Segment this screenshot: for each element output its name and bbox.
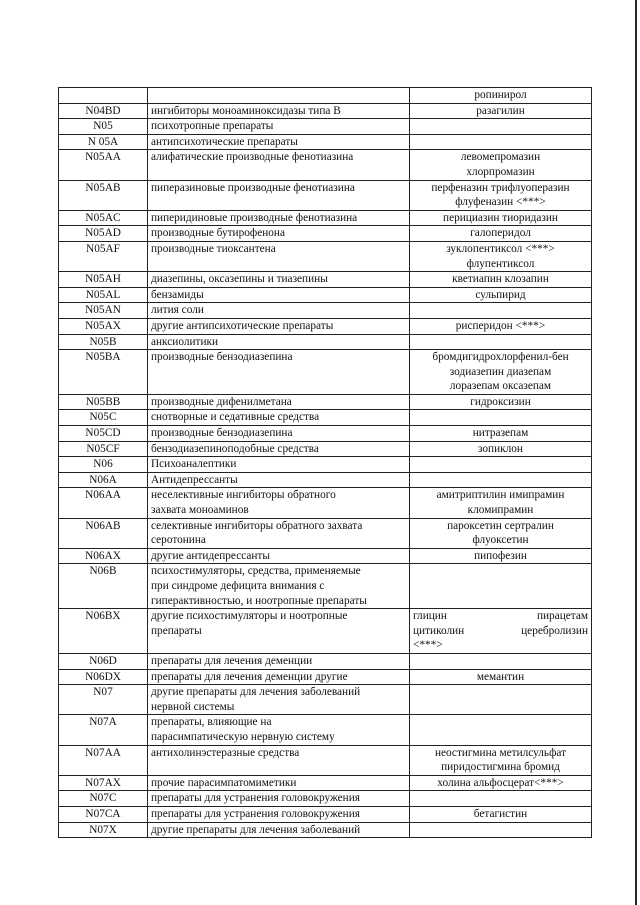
drug-name-line: хлорпромазин xyxy=(466,165,535,178)
atc-code-cell: N05 xyxy=(59,119,148,135)
group-text-line: захвата моноаминов xyxy=(151,504,249,517)
drug-name-line: левомепромазин xyxy=(460,151,541,164)
atc-code-cell: N07A xyxy=(59,715,148,745)
table-row xyxy=(59,669,592,685)
group-text-line: нервной системы xyxy=(151,700,235,713)
drug-names-cell xyxy=(410,472,592,488)
drug-name-line: рисперидон <***> xyxy=(455,319,546,332)
drug-names-cell xyxy=(410,103,592,119)
pharmacological-group-cell xyxy=(148,180,410,210)
drug-names-cell xyxy=(410,441,592,457)
drug-names-cell xyxy=(410,226,592,242)
atc-code-cell: N05AF xyxy=(59,241,148,271)
drug-names-cell xyxy=(410,806,592,822)
pharmacological-group-cell xyxy=(148,775,410,791)
atc-code-cell: N06 xyxy=(59,457,148,473)
pharmacological-group-cell xyxy=(148,150,410,180)
pharmacological-group-cell xyxy=(148,441,410,457)
drug-name-line: пиридостигмина бромид xyxy=(441,761,560,774)
drug-name-line: сульпирид xyxy=(475,288,526,301)
table-row xyxy=(59,609,592,654)
drug-names-cell xyxy=(410,488,592,518)
drug-names-cell xyxy=(410,791,592,807)
group-text-line: диазепины, оксазепины и тиазепины xyxy=(151,273,328,286)
group-text-line: алифатические производные фенотиазина xyxy=(151,151,354,164)
drug-name-line: зуклопентиксол <***> xyxy=(446,242,555,255)
group-text-line: препараты для устранения головокружения xyxy=(151,807,360,820)
atc-code-cell: N06B xyxy=(59,564,148,609)
pharmacological-group-cell xyxy=(148,653,410,669)
pharmacological-group-cell xyxy=(148,287,410,303)
group-text-line: препараты xyxy=(151,624,202,637)
drug-name-line: кветиапин клозапин xyxy=(452,273,549,286)
pharmacological-group-cell xyxy=(148,518,410,548)
atc-code-cell: N06BX xyxy=(59,609,148,654)
drug-name-line: зодиазепин диазепам xyxy=(449,365,552,378)
pharmacological-group-cell xyxy=(148,334,410,350)
pharmacological-group-cell xyxy=(148,272,410,288)
group-text-line: неселективные ингибиторы обратного xyxy=(151,489,336,502)
table-row xyxy=(59,548,592,564)
atc-code-cell: N07AA xyxy=(59,745,148,775)
table-row xyxy=(59,685,592,715)
drug-names-cell xyxy=(410,318,592,334)
table-row xyxy=(59,472,592,488)
table-row xyxy=(59,775,592,791)
drug-name-line: бетагистин xyxy=(473,807,528,820)
atc-code-cell: N05CD xyxy=(59,426,148,442)
atc-code-cell: N07AX xyxy=(59,775,148,791)
table-row xyxy=(59,88,592,104)
group-text-line: бензодиазепиноподобные средства xyxy=(151,442,319,455)
drug-names-cell xyxy=(410,822,592,838)
table-row xyxy=(59,410,592,426)
table-row xyxy=(59,287,592,303)
pharmacological-group-cell xyxy=(148,410,410,426)
group-text-line: психотропные препараты xyxy=(151,120,274,133)
pharmacological-group-cell xyxy=(148,210,410,226)
drug-names-cell xyxy=(410,303,592,319)
group-text-line: снотворные и седативные средства xyxy=(151,411,320,424)
group-text-line: производные бензодиазепина xyxy=(151,351,293,364)
table-row xyxy=(59,241,592,271)
group-text-line: производные бензодиазепина xyxy=(151,427,293,440)
drug-name-line: лоразепам оксазепам xyxy=(449,380,552,393)
group-text-line: бензамиды xyxy=(151,288,204,301)
drug-name-line: перфеназин трифлуоперазин xyxy=(431,181,570,194)
group-text-line: другие препараты для лечения заболеваний xyxy=(151,823,361,836)
table-row xyxy=(59,272,592,288)
atc-code-cell: N06AX xyxy=(59,548,148,564)
drug-name-line: мемантин xyxy=(476,670,525,683)
pharmacological-group-cell xyxy=(148,669,410,685)
atc-code-cell: N04BD xyxy=(59,103,148,119)
drug-names-cell xyxy=(410,150,592,180)
group-text-line: лития соли xyxy=(151,304,204,317)
drug-names-cell xyxy=(410,287,592,303)
drug-names-cell xyxy=(410,564,592,609)
atc-code-cell: N 05A xyxy=(59,134,148,150)
pharmacological-group-cell xyxy=(148,103,410,119)
group-text-line: антихолинэстеразные средства xyxy=(151,746,300,759)
drug-name-line: гидроксизин xyxy=(470,395,531,408)
pharmacological-group-cell xyxy=(148,226,410,242)
group-text-line: препараты, влияющие на xyxy=(151,716,272,729)
drug-names-cell xyxy=(410,410,592,426)
pharmacological-group-cell xyxy=(148,609,410,654)
drug-name-line: амитриптилин имипрамин xyxy=(436,489,565,502)
drug-name-line: <***> xyxy=(413,639,443,652)
pharmacological-group-cell xyxy=(148,745,410,775)
group-text-line: другие психостимуляторы и ноотропные xyxy=(151,610,348,623)
drug-name-line: ропинирол xyxy=(474,89,527,101)
atc-code-cell: N05AC xyxy=(59,210,148,226)
pharmacological-group-cell xyxy=(148,715,410,745)
drug-names-cell xyxy=(410,210,592,226)
pharmacological-group-cell xyxy=(148,241,410,271)
table-row xyxy=(59,350,592,395)
group-text-line: другие антидепрессанты xyxy=(151,549,270,562)
drug-name-line: зопиклон xyxy=(478,442,523,455)
pharmacological-group-cell xyxy=(148,88,410,104)
pharmacological-group-cell xyxy=(148,394,410,410)
drug-classification-table xyxy=(58,87,592,838)
group-text-line: гиперактивностью, и ноотропные препараты xyxy=(151,594,367,607)
drug-names-cell xyxy=(410,548,592,564)
drug-name-line: глицин пирацетам xyxy=(413,610,588,623)
group-text-line: пиперазиновые производные фенотиазина xyxy=(151,181,355,194)
table-row xyxy=(59,457,592,473)
drug-names-cell xyxy=(410,457,592,473)
group-text-line: Психоаналептики xyxy=(151,458,237,471)
table-row xyxy=(59,806,592,822)
group-text-line: анксиолитики xyxy=(151,335,219,348)
drug-name-line: флуфеназин <***> xyxy=(455,196,546,209)
atc-code-cell: N07X xyxy=(59,822,148,838)
table-row xyxy=(59,180,592,210)
table-row xyxy=(59,334,592,350)
table-row xyxy=(59,210,592,226)
drug-names-cell xyxy=(410,272,592,288)
drug-name-line: бромдигидрохлорфенил-бен xyxy=(432,351,569,364)
drug-names-cell xyxy=(410,426,592,442)
drug-names-cell xyxy=(410,775,592,791)
table-row xyxy=(59,103,592,119)
drug-names-cell xyxy=(410,685,592,715)
atc-code-cell: N07CA xyxy=(59,806,148,822)
atc-code-cell: N06D xyxy=(59,653,148,669)
drug-names-cell xyxy=(410,334,592,350)
group-text-line: при синдроме дефицита внимания с xyxy=(151,580,325,592)
drug-names-cell xyxy=(410,609,592,654)
drug-names-cell xyxy=(410,394,592,410)
pharmacological-group-cell xyxy=(148,318,410,334)
drug-names-cell xyxy=(410,350,592,395)
group-text-line: производные бутирофенона xyxy=(151,227,285,240)
table-row xyxy=(59,441,592,457)
pharmacological-group-cell xyxy=(148,134,410,150)
table-row xyxy=(59,318,592,334)
drug-names-cell xyxy=(410,180,592,210)
group-text-line: Антидепрессанты xyxy=(151,473,238,486)
atc-code-cell: N05AH xyxy=(59,272,148,288)
group-text-line: серотонина xyxy=(151,534,206,547)
atc-code-cell: N05AN xyxy=(59,303,148,319)
atc-code-cell: N05B xyxy=(59,334,148,350)
group-text-line: производные тиоксантена xyxy=(151,242,276,255)
atc-code-cell: N05BB xyxy=(59,394,148,410)
table-row xyxy=(59,653,592,669)
drug-name-line: пароксетин сертралин xyxy=(447,519,554,532)
group-text-line: пиперидиновые производные фенотиазина xyxy=(151,211,358,224)
atc-code-cell: N05AB xyxy=(59,180,148,210)
pharmacological-group-cell xyxy=(148,457,410,473)
group-text-line: препараты для лечения деменции другие xyxy=(151,670,348,683)
drug-names-cell xyxy=(410,241,592,271)
group-text-line: селективные ингибиторы обратного захвата xyxy=(151,519,363,532)
pharmacological-group-cell xyxy=(148,426,410,442)
group-text-line: препараты для лечения деменции xyxy=(151,654,313,667)
drug-name-line: флуоксетин xyxy=(472,534,529,547)
atc-code-cell: N05AD xyxy=(59,226,148,242)
drug-names-cell xyxy=(410,653,592,669)
table-row xyxy=(59,150,592,180)
drug-name-line: цитиколин церебролизин xyxy=(413,624,588,637)
scan-edge-line xyxy=(635,0,637,905)
pharmacological-group-cell xyxy=(148,685,410,715)
table-row xyxy=(59,119,592,135)
group-text-line: парасимпатическую нервную систему xyxy=(151,730,335,743)
atc-code-cell: N05AA xyxy=(59,150,148,180)
drug-names-cell xyxy=(410,715,592,745)
drug-name-line: флупентиксол xyxy=(466,257,535,270)
table-row xyxy=(59,426,592,442)
atc-code-cell: N05AX xyxy=(59,318,148,334)
group-text-line: препараты для устранения головокружения xyxy=(151,792,360,805)
atc-code-cell: N07C xyxy=(59,791,148,807)
pharmacological-group-cell xyxy=(148,548,410,564)
drug-names-cell xyxy=(410,518,592,548)
atc-code-cell: N06A xyxy=(59,472,148,488)
table-row xyxy=(59,303,592,319)
pharmacological-group-cell xyxy=(148,564,410,609)
pharmacological-group-cell xyxy=(148,350,410,395)
drug-name-line: пипофезин xyxy=(474,549,527,562)
drug-names-cell xyxy=(410,119,592,135)
table-row xyxy=(59,745,592,775)
atc-code-cell: N06AB xyxy=(59,518,148,548)
drug-name-line: кломипрамин xyxy=(467,504,534,517)
pharmacological-group-cell xyxy=(148,303,410,319)
atc-code-cell: N05C xyxy=(59,410,148,426)
pharmacological-group-cell xyxy=(148,806,410,822)
pharmacological-group-cell xyxy=(148,822,410,838)
table-row xyxy=(59,715,592,745)
table-row xyxy=(59,394,592,410)
group-text-line: психостимуляторы, средства, применяемые xyxy=(151,565,361,578)
table-row xyxy=(59,822,592,838)
group-text-line: производные дифенилметана xyxy=(151,395,292,408)
group-text-line: другие препараты для лечения заболеваний xyxy=(151,686,361,699)
drug-name-line: перициазин тиоридазин xyxy=(443,211,558,224)
atc-code-cell: N07 xyxy=(59,685,148,715)
atc-code-cell: N05AL xyxy=(59,287,148,303)
group-text-line: ингибиторы моноаминоксидазы типа В xyxy=(151,104,341,117)
table-row xyxy=(59,791,592,807)
atc-code-cell xyxy=(59,88,148,104)
table-body xyxy=(59,88,592,838)
drug-names-cell xyxy=(410,669,592,685)
atc-code-cell: N05CF xyxy=(59,441,148,457)
atc-code-cell: N06AA xyxy=(59,488,148,518)
group-text-line: антипсихотические препараты xyxy=(151,135,298,148)
atc-code-cell: N06DX xyxy=(59,669,148,685)
table-row xyxy=(59,564,592,609)
table-row xyxy=(59,488,592,518)
table-row xyxy=(59,134,592,150)
drug-name-line: холина альфосцерат<***> xyxy=(437,776,564,789)
drug-names-cell xyxy=(410,745,592,775)
pharmacological-group-cell xyxy=(148,488,410,518)
drug-name-line: разагилин xyxy=(476,104,525,117)
drug-name-line: галоперидол xyxy=(470,227,531,240)
atc-code-cell: N05BA xyxy=(59,350,148,395)
drug-names-cell xyxy=(410,88,592,104)
group-text-line: другие антипсихотические препараты xyxy=(151,319,334,332)
drug-name-line: неостигмина метилсульфат xyxy=(434,746,567,759)
table-row xyxy=(59,226,592,242)
group-text-line: прочие парасимпатомиметики xyxy=(151,776,297,789)
pharmacological-group-cell xyxy=(148,472,410,488)
pharmacological-group-cell xyxy=(148,119,410,135)
drug-name-line: нитразепам xyxy=(472,427,529,440)
drug-names-cell xyxy=(410,134,592,150)
table-row xyxy=(59,518,592,548)
pharmacological-group-cell xyxy=(148,791,410,807)
